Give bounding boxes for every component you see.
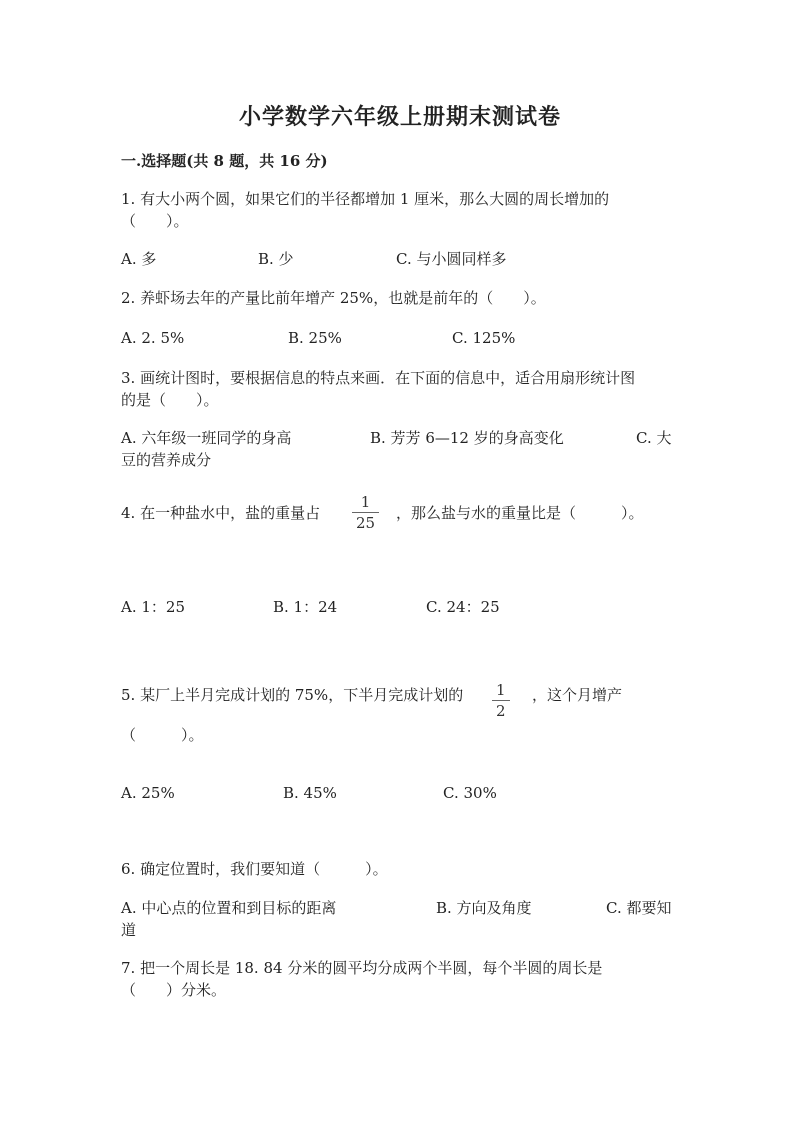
question-4-text: 4. 在一种盐水中，盐的重量占 bbox=[121, 504, 321, 522]
fraction-bar bbox=[352, 512, 379, 513]
fraction-numerator: 1 bbox=[360, 493, 371, 511]
question-6-option-a: A. 中心点的位置和到目标的距离 bbox=[121, 899, 337, 917]
question-4-option-c: C. 24：25 bbox=[426, 598, 500, 616]
question-6-option-c: C. 都要知 bbox=[606, 899, 672, 917]
question-3-option-b: B. 芳芳 6—12 岁的身高变化 bbox=[370, 429, 564, 447]
question-3-text-cont: 的是（ ）。 bbox=[121, 391, 219, 409]
question-3-option-a: A. 六年级一班同学的身高 bbox=[121, 429, 292, 447]
question-2-text: 2. 养虾场去年的产量比前年增产 25%，也就是前年的（ ）。 bbox=[121, 289, 546, 307]
question-4-fraction bbox=[352, 494, 379, 531]
question-5-text: 5. 某厂上半月完成计划的 75%，下半月完成计划的 bbox=[121, 686, 464, 704]
section-heading: 一.选择题(共 8 题，共 16 分) bbox=[121, 152, 328, 170]
question-7-text: 7. 把一个周长是 18. 84 分米的圆平均分成两个半圆，每个半圆的周长是 bbox=[121, 959, 603, 977]
question-5-option-b: B. 45% bbox=[283, 784, 337, 802]
question-5-fraction bbox=[492, 682, 510, 719]
question-2-option-b: B. 25% bbox=[288, 329, 342, 347]
question-4-option-b: B. 1：24 bbox=[273, 598, 338, 616]
question-3-text: 3. 画统计图时，要根据信息的特点来画．在下面的信息中，适合用扇形统计图 bbox=[121, 369, 636, 387]
question-2-option-c: C. 125% bbox=[452, 329, 516, 347]
question-4-text-cont: ，那么盐与水的重量比是（ ）。 bbox=[396, 504, 644, 522]
question-6-text: 6. 确定位置时，我们要知道（ ）。 bbox=[121, 860, 388, 878]
question-3-option-c-cont: 豆的营养成分 bbox=[121, 451, 212, 469]
question-1-option-c: C. 与小圆同样多 bbox=[396, 250, 507, 268]
question-1-text: 1. 有大小两个圆，如果它们的半径都增加 1 厘米，那么大圆的周长增加的 bbox=[121, 190, 610, 208]
fraction-denominator: 2 bbox=[496, 702, 506, 720]
question-1-option-b: B. 少 bbox=[258, 250, 294, 268]
question-5-text-cont: ，这个月增产 bbox=[532, 686, 623, 704]
question-7-text-cont: （ ）分米。 bbox=[121, 981, 227, 999]
question-1-option-a: A. 多 bbox=[121, 250, 157, 268]
question-6-option-b: B. 方向及角度 bbox=[436, 899, 532, 917]
fraction-bar bbox=[492, 700, 510, 701]
page-title: 小学数学六年级上册期末测试卷 bbox=[238, 104, 561, 130]
question-3-option-c: C. 大 bbox=[636, 429, 672, 447]
question-1-text-cont: （ ）。 bbox=[121, 212, 189, 230]
question-5-text-line2: （ ）。 bbox=[121, 726, 204, 744]
question-4-option-a: A. 1：25 bbox=[121, 598, 185, 616]
fraction-numerator: 1 bbox=[496, 681, 506, 699]
question-5-option-a: A. 25% bbox=[121, 784, 175, 802]
question-2-option-a: A. 2. 5% bbox=[121, 329, 185, 347]
fraction-denominator: 25 bbox=[356, 514, 376, 532]
question-5-option-c: C. 30% bbox=[443, 784, 497, 802]
question-6-option-c-cont: 道 bbox=[121, 921, 137, 939]
